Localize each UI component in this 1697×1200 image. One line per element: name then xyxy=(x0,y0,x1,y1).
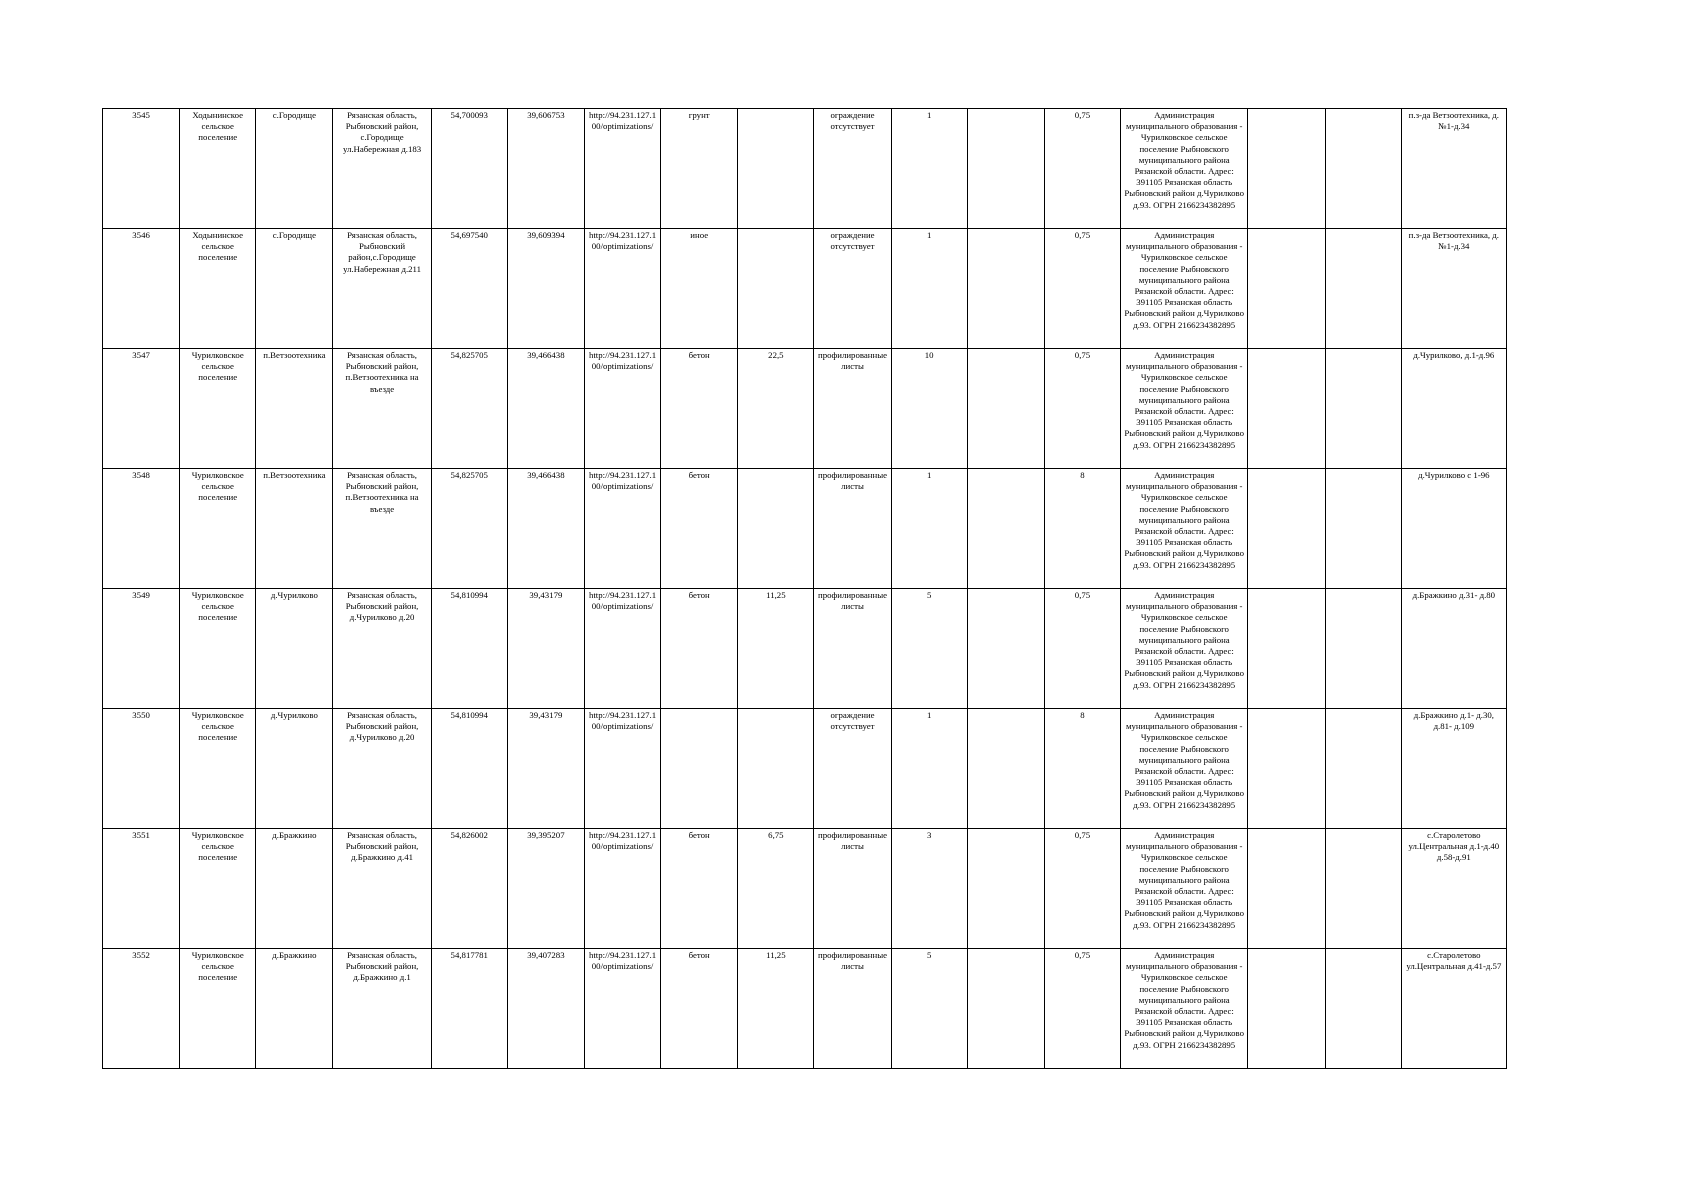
address-cell: Рязанская область, Рыбновский район, п.Ветзоотехника на въезде xyxy=(333,349,431,469)
address-cell: Рязанская область, Рыбновский район, с.Городище ул.Набережная д.183 xyxy=(333,109,431,229)
volume-cell: 0,75 xyxy=(1044,229,1120,349)
empty-cell xyxy=(1248,589,1325,709)
address-cell: Рязанская область, Рыбновский район, д.Бражкино д.41 xyxy=(333,829,431,949)
longitude-cell: 39,395207 xyxy=(507,829,584,949)
extra-cell xyxy=(967,949,1044,1069)
extra-cell xyxy=(967,109,1044,229)
extra-cell xyxy=(967,349,1044,469)
link-cell[interactable]: http://94.231.127.100/optimizations/ xyxy=(584,349,660,469)
fence-cell: профилированные листы xyxy=(814,829,891,949)
fence-cell: профилированные листы xyxy=(814,469,891,589)
extra-cell xyxy=(967,589,1044,709)
locality-cell: с.Городище xyxy=(256,109,333,229)
table-row xyxy=(103,469,1507,589)
address-cell: Рязанская область, Рыбновский район, д.Чурилково д.20 xyxy=(333,709,431,829)
extra-cell xyxy=(967,469,1044,589)
table-row xyxy=(103,829,1507,949)
owner-cell: Администрация муниципального образования - Чурилковское сельское поселение Рыбновского муниципального района Рязанской области. Адрес: 391105 Рязанская область Рыбновский район д.Чурилково д.93. ОГРН 2166234382895 xyxy=(1121,349,1248,469)
longitude-cell: 39,43179 xyxy=(507,709,584,829)
address-cell: Рязанская область, Рыбновский район, д.Чурилково д.20 xyxy=(333,589,431,709)
area-cell xyxy=(738,709,814,829)
empty-cell xyxy=(1325,469,1401,589)
waste-sources-cell: с.Старолетово ул.Центральная д.41-д.57 xyxy=(1401,949,1506,1069)
empty-cell xyxy=(1248,829,1325,949)
settlement-cell: Чурилковское сельское поселение xyxy=(180,349,256,469)
latitude-cell: 54,825705 xyxy=(431,349,507,469)
row-id-cell: 3549 xyxy=(103,589,180,709)
row-id-cell: 3545 xyxy=(103,109,180,229)
longitude-cell: 39,466438 xyxy=(507,469,584,589)
owner-cell: Администрация муниципального образования - Чурилковское сельское поселение Рыбновского муниципального района Рязанской области. Адрес: 391105 Рязанская область Рыбновский район д.Чурилково д.93. ОГРН 2166234382895 xyxy=(1121,709,1248,829)
owner-cell: Администрация муниципального образования - Чурилковское сельское поселение Рыбновского муниципального района Рязанской области. Адрес: 391105 Рязанская область Рыбновский район д.Чурилково д.93. ОГРН 2166234382895 xyxy=(1121,229,1248,349)
empty-cell xyxy=(1325,589,1401,709)
table-row xyxy=(103,709,1507,829)
volume-cell: 0,75 xyxy=(1044,829,1120,949)
empty-cell xyxy=(1248,469,1325,589)
container-count-cell: 1 xyxy=(891,229,967,349)
volume-cell: 8 xyxy=(1044,709,1120,829)
link-cell[interactable]: http://94.231.127.100/optimizations/ xyxy=(584,949,660,1069)
empty-cell xyxy=(1325,829,1401,949)
waste-sources-cell: д.Чурилково, д.1-д.96 xyxy=(1401,349,1506,469)
container-count-cell: 1 xyxy=(891,109,967,229)
locality-cell: д.Бражкино xyxy=(256,829,333,949)
extra-cell xyxy=(967,829,1044,949)
longitude-cell: 39,609394 xyxy=(507,229,584,349)
owner-cell: Администрация муниципального образования - Чурилковское сельское поселение Рыбновского муниципального района Рязанской области. Адрес: 391105 Рязанская область Рыбновский район д.Чурилково д.93. ОГРН 2166234382895 xyxy=(1121,469,1248,589)
row-id-cell: 3548 xyxy=(103,469,180,589)
table-row xyxy=(103,349,1507,469)
row-id-cell: 3546 xyxy=(103,229,180,349)
latitude-cell: 54,810994 xyxy=(431,709,507,829)
longitude-cell: 39,466438 xyxy=(507,349,584,469)
latitude-cell: 54,697540 xyxy=(431,229,507,349)
empty-cell xyxy=(1248,709,1325,829)
container-count-cell: 5 xyxy=(891,949,967,1069)
row-id-cell: 3552 xyxy=(103,949,180,1069)
latitude-cell: 54,810994 xyxy=(431,589,507,709)
container-count-cell: 1 xyxy=(891,709,967,829)
volume-cell: 0,75 xyxy=(1044,949,1120,1069)
locality-cell: п.Ветзоотехника xyxy=(256,469,333,589)
settlement-cell: Чурилковское сельское поселение xyxy=(180,469,256,589)
owner-cell: Администрация муниципального образования - Чурилковское сельское поселение Рыбновского муниципального района Рязанской области. Адрес: 391105 Рязанская область Рыбновский район д.Чурилково д.93. ОГРН 2166234382895 xyxy=(1121,109,1248,229)
area-cell: 22,5 xyxy=(738,349,814,469)
surface-cell: бетон xyxy=(661,469,738,589)
owner-cell: Администрация муниципального образования - Чурилковское сельское поселение Рыбновского муниципального района Рязанской области. Адрес: 391105 Рязанская область Рыбновский район д.Чурилково д.93. ОГРН 2166234382895 xyxy=(1121,829,1248,949)
locality-cell: п.Ветзоотехника xyxy=(256,349,333,469)
longitude-cell: 39,407283 xyxy=(507,949,584,1069)
fence-cell: профилированные листы xyxy=(814,349,891,469)
link-cell[interactable]: http://94.231.127.100/optimizations/ xyxy=(584,469,660,589)
longitude-cell: 39,43179 xyxy=(507,589,584,709)
volume-cell: 0,75 xyxy=(1044,349,1120,469)
settlement-cell: Чурилковское сельское поселение xyxy=(180,709,256,829)
settlement-cell: Ходынинское сельское поселение xyxy=(180,109,256,229)
latitude-cell: 54,700093 xyxy=(431,109,507,229)
latitude-cell: 54,826002 xyxy=(431,829,507,949)
longitude-cell: 39,606753 xyxy=(507,109,584,229)
container-count-cell: 3 xyxy=(891,829,967,949)
empty-cell xyxy=(1248,949,1325,1069)
surface-cell: бетон xyxy=(661,349,738,469)
owner-cell: Администрация муниципального образования - Чурилковское сельское поселение Рыбновского муниципального района Рязанской области. Адрес: 391105 Рязанская область Рыбновский район д.Чурилково д.93. ОГРН 2166234382895 xyxy=(1121,589,1248,709)
waste-sources-cell: д.Чурилково с 1-96 xyxy=(1401,469,1506,589)
empty-cell xyxy=(1325,109,1401,229)
empty-cell xyxy=(1325,949,1401,1069)
waste-sources-cell: д.Бражкино д.1- д.30, д.81- д.109 xyxy=(1401,709,1506,829)
waste-sources-cell: п.з-да Ветзоотехника, д.№1-д.34 xyxy=(1401,109,1506,229)
settlement-cell: Чурилковское сельское поселение xyxy=(180,829,256,949)
address-cell: Рязанская область, Рыбновский район, д.Бражкино д.1 xyxy=(333,949,431,1069)
area-cell: 11,25 xyxy=(738,949,814,1069)
extra-cell xyxy=(967,709,1044,829)
waste-sources-cell: с.Старолетово ул.Центральная д.1-д.40 д.58-д.91 xyxy=(1401,829,1506,949)
owner-cell: Администрация муниципального образования - Чурилковское сельское поселение Рыбновского муниципального района Рязанской области. Адрес: 391105 Рязанская область Рыбновский район д.Чурилково д.93. ОГРН 2166234382895 xyxy=(1121,949,1248,1069)
surface-cell: грунт xyxy=(661,109,738,229)
registry-table xyxy=(102,108,1507,1069)
container-count-cell: 1 xyxy=(891,469,967,589)
locality-cell: д.Чурилково xyxy=(256,589,333,709)
area-cell xyxy=(738,229,814,349)
fence-cell: профилированные листы xyxy=(814,589,891,709)
locality-cell: д.Чурилково xyxy=(256,709,333,829)
container-count-cell: 10 xyxy=(891,349,967,469)
area-cell: 6,75 xyxy=(738,829,814,949)
empty-cell xyxy=(1248,109,1325,229)
link-cell[interactable]: http://94.231.127.100/optimizations/ xyxy=(584,229,660,349)
link-cell[interactable]: http://94.231.127.100/optimizations/ xyxy=(584,829,660,949)
address-cell: Рязанская область, Рыбновский район,с.Городище ул.Набережная д.211 xyxy=(333,229,431,349)
empty-cell xyxy=(1325,709,1401,829)
volume-cell: 8 xyxy=(1044,469,1120,589)
link-cell[interactable]: http://94.231.127.100/optimizations/ xyxy=(584,709,660,829)
empty-cell xyxy=(1248,349,1325,469)
volume-cell: 0,75 xyxy=(1044,589,1120,709)
link-cell[interactable]: http://94.231.127.100/optimizations/ xyxy=(584,589,660,709)
surface-cell: бетон xyxy=(661,949,738,1069)
fence-cell: ограждение отсутствует xyxy=(814,709,891,829)
table-row xyxy=(103,589,1507,709)
area-cell: 11,25 xyxy=(738,589,814,709)
container-count-cell: 5 xyxy=(891,589,967,709)
surface-cell: иное xyxy=(661,229,738,349)
locality-cell: с.Городище xyxy=(256,229,333,349)
row-id-cell: 3550 xyxy=(103,709,180,829)
area-cell xyxy=(738,109,814,229)
row-id-cell: 3551 xyxy=(103,829,180,949)
extra-cell xyxy=(967,229,1044,349)
surface-cell: бетон xyxy=(661,829,738,949)
fence-cell: ограждение отсутствует xyxy=(814,109,891,229)
locality-cell: д.Бражкино xyxy=(256,949,333,1069)
address-cell: Рязанская область, Рыбновский район, п.Ветзоотехника на въезде xyxy=(333,469,431,589)
row-id-cell: 3547 xyxy=(103,349,180,469)
surface-cell xyxy=(661,709,738,829)
settlement-cell: Чурилковское сельское поселение xyxy=(180,949,256,1069)
settlement-cell: Ходынинское сельское поселение xyxy=(180,229,256,349)
table-row xyxy=(103,109,1507,229)
surface-cell: бетон xyxy=(661,589,738,709)
waste-sources-cell: п.з-да Ветзоотехника, д.№1-д.34 xyxy=(1401,229,1506,349)
fence-cell: ограждение отсутствует xyxy=(814,229,891,349)
waste-sources-cell: д.Бражкино д.31- д.80 xyxy=(1401,589,1506,709)
empty-cell xyxy=(1248,229,1325,349)
link-cell[interactable]: http://94.231.127.100/optimizations/ xyxy=(584,109,660,229)
latitude-cell: 54,825705 xyxy=(431,469,507,589)
table-row xyxy=(103,229,1507,349)
area-cell xyxy=(738,469,814,589)
settlement-cell: Чурилковское сельское поселение xyxy=(180,589,256,709)
latitude-cell: 54,817781 xyxy=(431,949,507,1069)
empty-cell xyxy=(1325,229,1401,349)
empty-cell xyxy=(1325,349,1401,469)
fence-cell: профилированные листы xyxy=(814,949,891,1069)
registry-rows xyxy=(103,109,1507,1069)
volume-cell: 0,75 xyxy=(1044,109,1120,229)
table-row xyxy=(103,949,1507,1069)
